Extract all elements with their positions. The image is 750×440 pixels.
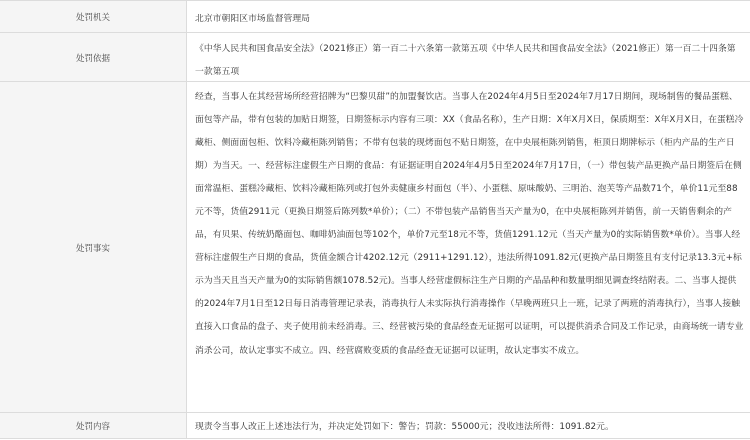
row-penalty-content [0, 412, 750, 439]
penalty-content-value: 现责令当事人改正上述违法行为，并决定处罚如下：警告；罚款：55000元；没收违法所得：1091.82元。 [195, 422, 614, 432]
row-penalty-authority [0, 0, 750, 33]
penalty-facts-value: 经查，当事人在其经营场所经营招牌为“巴黎贝甜”的加盟餐饮店。当事人在2024年4月5日至2024年7月17日期间，现场制售的餐品蛋糕、面包等产品，带有包装的加贴日期签，日期签标示内容有三项：XX（食品名称），生产日期：X年X月X日，保质期至：X年X月X日，在蛋糕冷藏柜、侧面面包柜、饮料冷藏柜陈列销售；不带有包装的现烤面包不贴日期签，在中央展柜陈列销售，柜顶日期牌标示（柜内产品的生产日期）为当天。一、经营标注虚假生产日期的食品：有证据证明自2024年4月5日至2024年7月17日，（一）带包装产品更换产品日期签后在侧面常温柜、蛋糕冷藏柜、饮料冷藏柜陈列或打包外卖健康乡村面包（半）、小蛋糕、原味酸奶、三明治、泡芙等产品数71个，单价11元至88元不等，货值2911元（更换日期签后陈列数*单价）；（二）不带包装产品销售当天产量为0，在中央展柜陈列并销售，前一天销售剩余的产品，有贝果、传统奶酪面包、咖啡奶油面包等102个，单价7元至18元不等，货值1291.12元（当天产量为0的实际销售数*单价）。当事人经营标注虚假生产日期的食品，货值金额合计4202.12元（2911+1291.12），违法所得1091.82元(更换产品日期签且有支付记录13.3元+标示为当天且当天产量为0的实际销售额1078.52元)。当事人经营虚假标注生产日期的产品品种和数量明细见调查终结附表。二、当事人提供的2024年7月1日至12日每日消毒管理记录表，消毒执行人未实际执行消毒操作（早晚两班只上一班，记录了两班的消毒执行），当事人接触直接入口食品的盘子、夹子使用前未经消毒。三、经营被污染的食品经查无证据可以证明，可以提供消杀合同及工作记录，由商场统一请专业消杀公司，故认定事实不成立。四、经营腐败变质的食品经查无证据可以证明，故认定事实不成立。 [195, 92, 744, 356]
penalty-content-label: 处罚内容 [0, 413, 187, 438]
penalty-facts-label: 处罚事实 [0, 82, 187, 413]
penalty-authority-value: 北京市朝阳区市场监督管理局 [195, 13, 311, 24]
row-penalty-basis [0, 32, 750, 82]
penalty-authority-label: 处罚机关 [0, 1, 187, 33]
penalty-basis-value: 《中华人民共和国食品安全法》（2021修正）第一百二十六条第一款第五项《中华人民共和国食品安全法》（2021修正）第一百二十四条第一款第五项 [195, 44, 736, 77]
penalty-basis-label: 处罚依据 [0, 33, 187, 82]
row-penalty-facts [0, 81, 750, 413]
